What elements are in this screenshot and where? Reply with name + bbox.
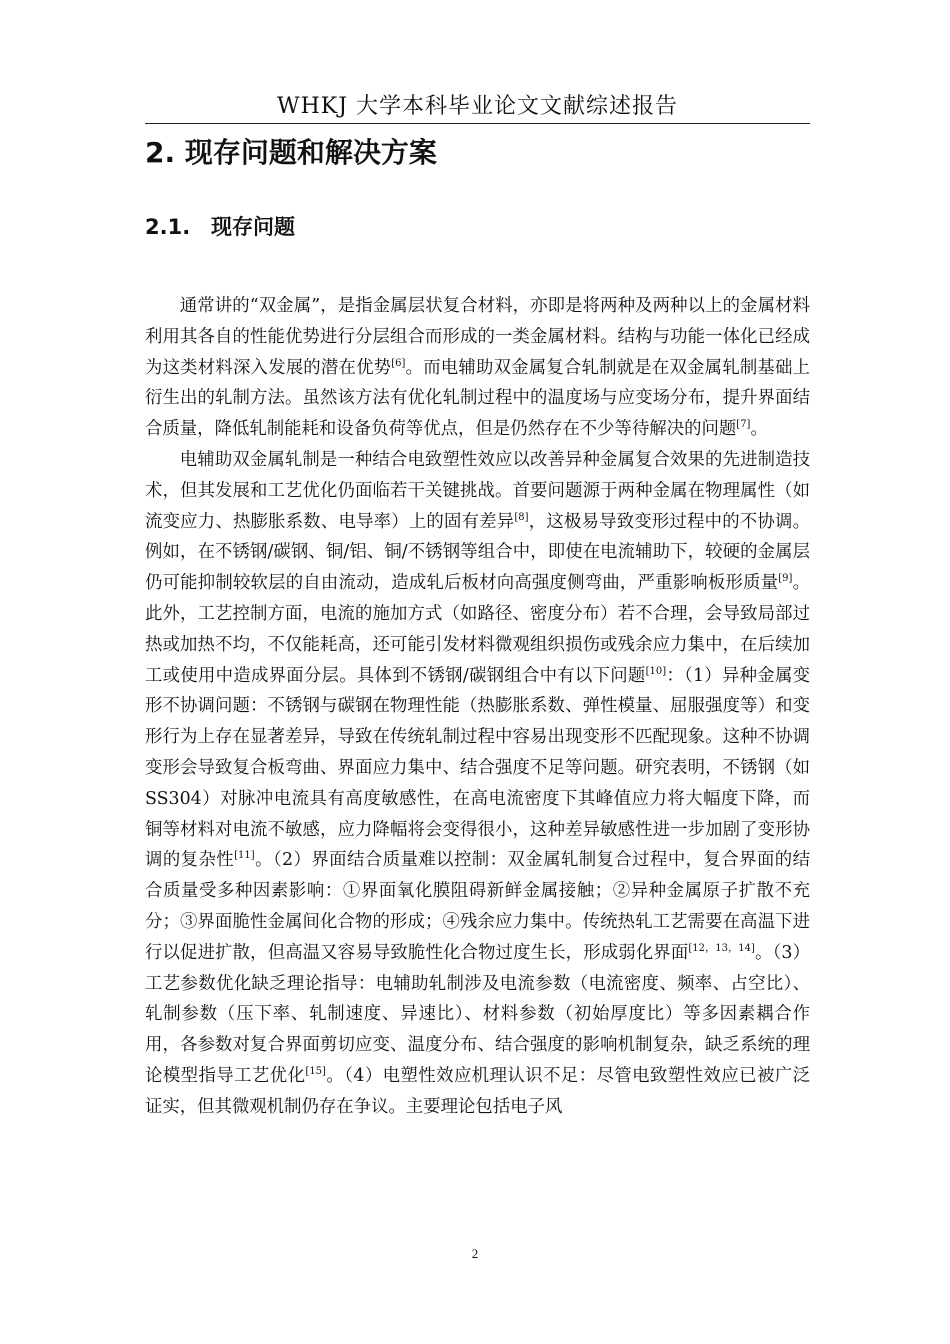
subsection-heading <box>145 212 295 242</box>
paragraph <box>145 291 810 445</box>
paragraph-text: ：（1）异种金属变形不协调问题：不锈钢与碳钢在物理性能（热膨胀系数、弹性模量、屈服强度等）和变形行为上存在显著差异，导致在传统轧制过程中容易出现变形不匹配现象。这种不协调变形会导致复合板弯曲、界面应力集中、结合强度不足等问题。研究表明，不锈钢（如SS304）对脉冲电流具有高度敏感性，在高电流密度下其峰值应力将大幅度下降，而铜等材料对电流不敏感，应力降幅将会变得很小，这种差异敏感性进一步加剧了变形协调的复杂性 <box>145 665 810 871</box>
section-number: 2. <box>145 136 176 169</box>
citation-ref: [6] <box>391 357 406 369</box>
paragraph-text: 电辅助双金属轧制是一种结合电致塑性效应以改善异种金属复合效果的先进制造技术，但其发展和工艺优化仍面临若干关键挑战。首要问题源于两种金属在物理属性（如流变应力、热膨胀系数、电导率）上的固有差异 <box>145 449 810 532</box>
citation-ref: [7] <box>736 419 751 431</box>
paragraph-text: 。 <box>750 419 768 440</box>
paragraph <box>145 445 810 1123</box>
citation-ref: [9] <box>778 573 793 585</box>
page-number: 2 <box>471 1246 479 1261</box>
subsection-title: 现存问题 <box>211 215 295 239</box>
citation-ref: [12，13，14] <box>688 942 755 954</box>
citation-ref: [15] <box>305 1066 326 1078</box>
paragraph-text: 。而电辅助双金属复合轧制就是在双金属轧制基础上衍生出的轧制方法。虽然该方法有优化轧制过程中的温度场与应变场分布，提升界面结合质量，降低轧制能耗和设备负荷等优点，但是仍然存在不少等待解决的问题 <box>145 357 810 440</box>
citation-ref: [8] <box>514 511 529 523</box>
citation-ref: [11] <box>234 850 255 862</box>
paragraph-text: 通常讲的“双金属”，是指金属层状复合材料，亦即是将两种及两种以上的金属材料利用其各自的性能优势进行分层组合而形成的一类金属材料。结构与功能一体化已经成为这类材料深入发展的潜在优势 <box>145 296 810 378</box>
header-title: WHKJ 大学本科毕业论文文献综述报告 <box>276 94 679 119</box>
paragraph-text: 。此外，工艺控制方面，电流的施加方式（如路径、密度分布）若不合理，会导致局部过热或加热不均，不仅能耗高，还可能引发材料微观组织损伤或残余应力集中，在后续加工或使用中造成界面分层。具体到不锈钢/碳钢组合中有以下问题 <box>145 573 810 686</box>
citation-ref: [10] <box>645 665 667 677</box>
paragraph-text: 。（3）工艺参数优化缺乏理论指导：电辅助轧制涉及电流参数（电流密度、频率、占空比）、轧制参数（压下率、轧制速度、异速比）、材料参数（初始厚度比）等多因素耦合作用，各参数对复合界面剪切应变、温度分布、结合强度的影响机制复杂，缺乏系统的理论模型指导工艺优化 <box>145 942 810 1086</box>
section-title: 现存问题和解决方案 <box>184 136 437 169</box>
subsection-number: 2.1. <box>145 215 191 239</box>
body-text <box>145 291 810 1123</box>
page-header <box>145 91 810 124</box>
paragraph-text: ，这极易导致变形过程中的不协调。例如，在不锈钢/碳钢、铜/铝、铜/不锈钢等组合中，即使在电流辅助下，较硬的金属层仍可能抑制较软层的自由流动，造成轧后板材向高强度侧弯曲，严重影响板形质量 <box>145 511 810 594</box>
paragraph-text: 。（4）电塑性效应机理认识不足：尽管电致塑性效应已被广泛证实，但其微观机制仍存在争议。主要理论包括电子风 <box>145 1065 810 1117</box>
paragraph-text: 。（2）界面结合质量难以控制：双金属轧制复合过程中，复合界面的结合质量受多种因素影响：①界面氧化膜阻碍新鲜金属接触；②异种金属原子扩散不充分；③界面脆性金属间化合物的形成；④残余应力集中。传统热轧工艺需要在高温下进行以促进扩散，但高温又容易导致脆性化合物过度生长，形成弱化界面 <box>145 850 810 963</box>
section-heading <box>145 135 437 171</box>
